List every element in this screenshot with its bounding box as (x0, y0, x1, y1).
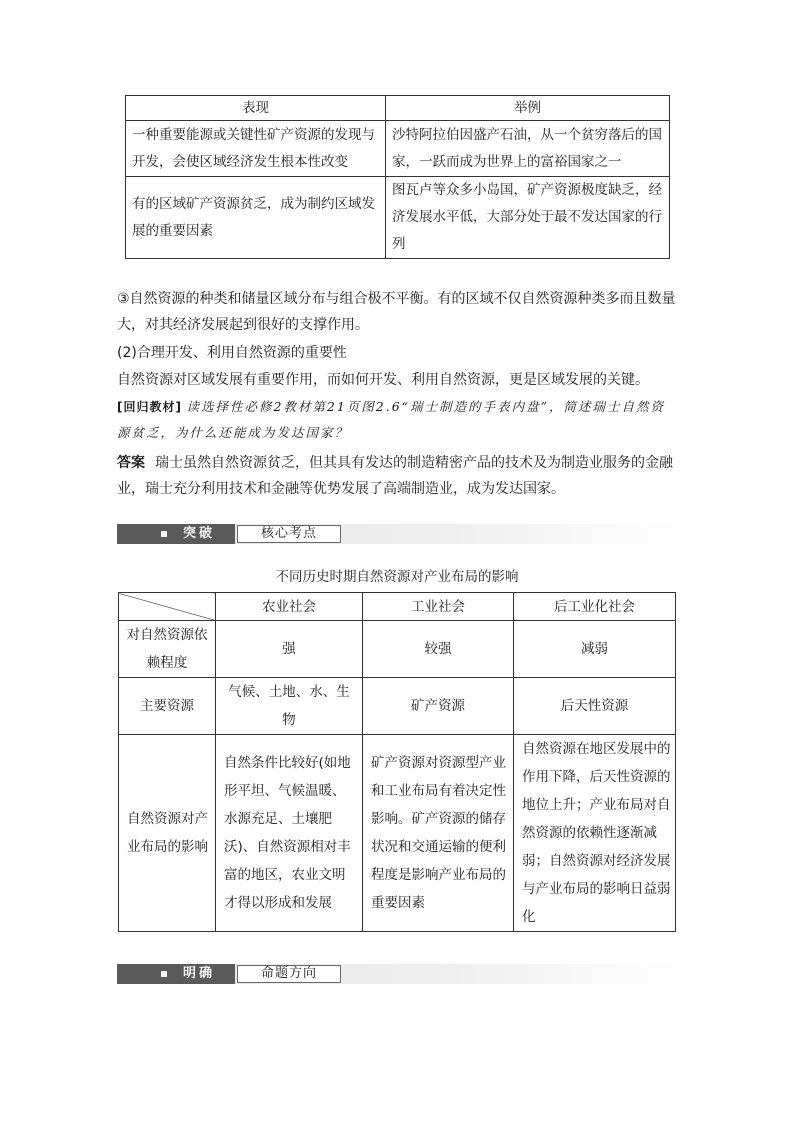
row-label: 对自然资源依赖程度 (119, 621, 216, 678)
answer-label: 答案 (117, 455, 145, 471)
table-cell: 矿产资源对资源型产业和工业布局有着决定性影响。矿产资源的储存状况和交通运输的便利程度是影响产业布局的重要因素 (363, 735, 514, 932)
resource-impact-table (125, 95, 670, 259)
paragraph-resource-distribution: ③自然资源的种类和储量区域分布与组合极不平衡。有的区域不仅自然资源种类多而且数量大，对其经济发展起到很好的支撑作用。 (117, 291, 676, 333)
banner-light-label: 命题方向 (237, 965, 341, 983)
paragraph-importance: 自然资源对区域发展有重要作用，而如何开发、利用自然资源，更是区域发展的关键。 (117, 372, 649, 388)
table-cell: 沙特阿拉伯因盛产石油，从一个贫穷落后的国家，一跃而成为世界上的富裕国家之一 (386, 121, 670, 177)
banner-light-label: 核心考点 (237, 525, 341, 543)
table-cell: 较强 (363, 621, 514, 678)
review-question: 读选择性必修2教材第21页图2.6“瑞士制造的手表内盘”，简述瑞士自然资源贫乏，为什么还能成为发达国家？ (117, 399, 665, 440)
table-cell: 气候、土地、水、生物 (216, 678, 363, 735)
section-banner-direction (117, 964, 677, 984)
table-header: 工业社会 (363, 593, 514, 621)
table-cell: 减弱 (514, 621, 676, 678)
table-header: 表现 (126, 96, 386, 121)
textbook-review-block (117, 394, 677, 446)
diagonal-header-cell (119, 593, 216, 621)
subheading-importance: (2)合理开发、利用自然资源的重要性 (117, 345, 347, 361)
answer-text: 瑞士虽然自然资源贫乏，但其具有发达的制造精密产品的技术及为制造业服务的金融业，瑞士充分利用技术和金融等优势发展了高端制造业，成为发达国家。 (117, 455, 673, 497)
table-header: 举例 (386, 96, 670, 121)
square-icon (161, 971, 167, 977)
table-cell: 有的区域矿产资源贫乏，成为制约区域发展的重要因素 (126, 177, 386, 259)
table-cell: 强 (216, 621, 363, 678)
table-cell: 矿产资源 (363, 678, 514, 735)
row-label: 自然资源对产业布局的影响 (119, 735, 216, 932)
answer-block (117, 450, 677, 502)
section-banner-breakthrough (117, 524, 677, 544)
table-header: 后工业化社会 (514, 593, 676, 621)
banner-dark-label: 突破 (183, 526, 216, 541)
table-cell: 图瓦卢等众多小岛国，矿产资源极度缺乏，经济发展水平低，大部分处于最不发达国家的行列 (386, 177, 670, 259)
table-title: 不同历史时期自然资源对产业布局的影响 (275, 569, 519, 585)
banner-dark-label: 明确 (183, 966, 216, 981)
row-label: 主要资源 (119, 678, 216, 735)
table-cell: 一种重要能源或关键性矿产资源的发现与开发，会使区域经济发生根本性改变 (126, 121, 386, 177)
review-tag: [回归教材] (117, 400, 182, 414)
table-cell: 后天性资源 (514, 678, 676, 735)
table-cell: 自然资源在地区发展中的作用下降，后天性资源的地位上升；产业布局对自然资源的依赖性逐渐减弱；自然资源对经济发展与产业布局的影响日益弱化 (514, 735, 676, 932)
table-header: 农业社会 (216, 593, 363, 621)
square-icon (161, 531, 167, 537)
historical-periods-table (118, 592, 676, 932)
table-cell: 自然条件比较好(如地形平坦、气候温暖、水源充足、土壤肥沃)、自然资源相对丰富的地区，农业文明才得以形成和发展 (216, 735, 363, 932)
